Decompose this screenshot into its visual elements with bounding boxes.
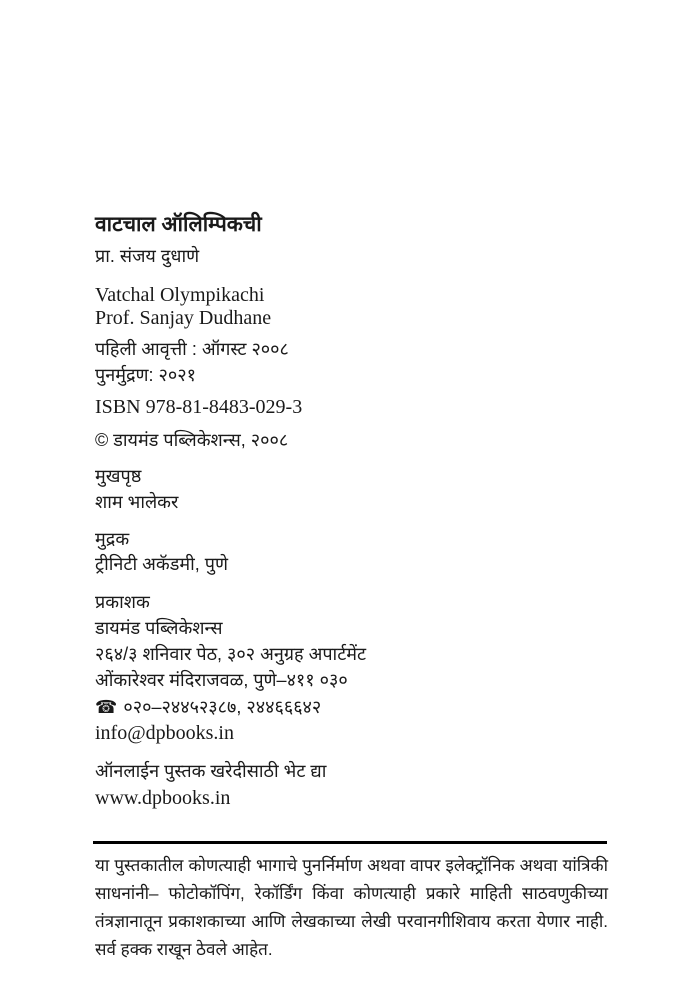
book-author-english: Prof. Sanjay Dudhane <box>95 307 272 329</box>
publisher-label: प्रकाशक <box>95 592 150 612</box>
online-purchase-note: ऑनलाईन पुस्तक खरेदीसाठी भेट द्या <box>95 761 327 781</box>
publisher-email: info@dpbooks.in <box>95 722 234 744</box>
book-author-marathi: प्रा. संजय दुधाणे <box>95 246 200 266</box>
isbn-line: ISBN 978-81-8483-029-3 <box>95 396 303 418</box>
first-edition-line: पहिली आवृत्ती : ऑगस्ट २००८ <box>95 339 289 359</box>
publisher-website: www.dpbooks.in <box>95 787 231 809</box>
copyright-line: © डायमंड पब्लिकेशन्स, २००८ <box>95 430 289 450</box>
rights-divider-rule <box>93 841 607 844</box>
cover-designer-name: शाम भालेकर <box>95 492 179 512</box>
reprint-line: पुनर्मुद्रण: २०२१ <box>95 365 196 385</box>
publisher-name: डायमंड पब्लिकेशन्स <box>95 618 223 638</box>
publisher-phone-line <box>95 695 321 719</box>
printer-name: ट्रीनिटी अकॅडमी, पुणे <box>95 554 228 574</box>
publisher-address-line1: २६४/३ शनिवार पेठ, ३०२ अनुग्रह अपार्टमेंट <box>95 644 367 664</box>
book-title-marathi: वाटचाल ऑलिम्पिकची <box>95 213 262 236</box>
telephone-icon: ☎ <box>95 697 118 717</box>
cover-designer-label: मुखपृष्ठ <box>95 466 142 486</box>
book-title-english: Vatchal Olympikachi <box>95 284 265 306</box>
publisher-phone-numbers: ०२०–२४४५२३८७, २४४६६६४२ <box>123 697 322 717</box>
rights-disclaimer-text: या पुस्तकातील कोणत्याही भागाचे पुनर्निर्माण अथवा वापर इलेक्ट्रॉनिक अथवा यांत्रिकी साधनांनी– फोटोकॉपिंग, रेकॉर्डिंग किंवा कोणत्याही प्रकारे माहिती साठवणुकीच्या तंत्रज्ञानातून प्रकाशकाच्या आणि लेखकाच्या लेखी परवानगीशिवाय करता येणार नाही. सर्व हक्क राखून ठेवले आहेत. <box>95 856 608 959</box>
printer-label: मुद्रक <box>95 529 130 549</box>
publisher-address-line2: ओंकारेश्वर मंदिराजवळ, पुणे–४११ ०३० <box>95 670 348 690</box>
